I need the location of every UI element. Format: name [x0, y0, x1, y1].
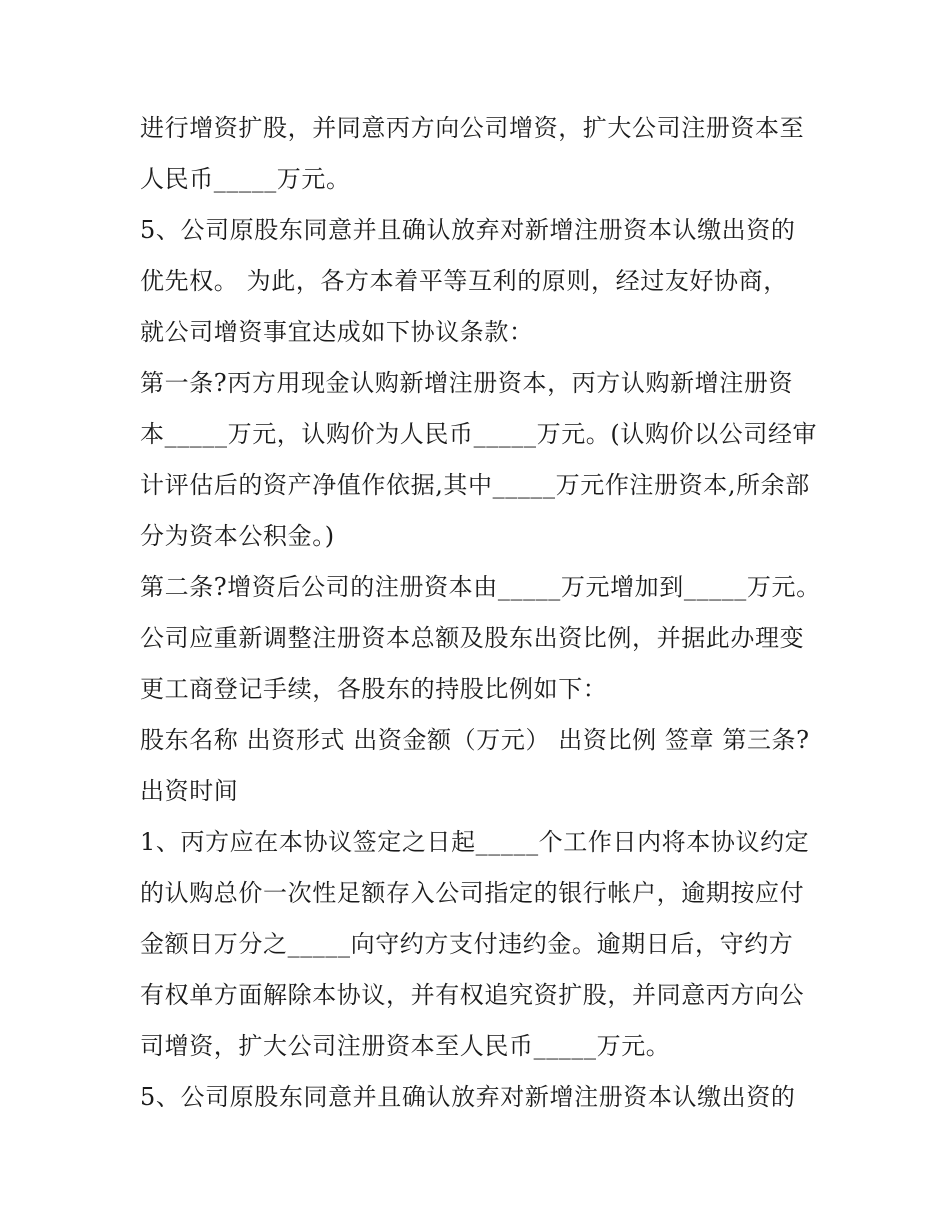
text-line: 更工商登记手续，各股东的持股比例如下：	[140, 675, 608, 703]
text-line: 1、丙方应在本协议签定之日起_____个工作日内将本协议约定	[140, 828, 810, 856]
text-line: 第二条?增资后公司的注册资本由_____万元增加到_____万元。	[140, 573, 821, 601]
text-line: 5、公司原股东同意并且确认放弃对新增注册资本认缴出资的	[140, 216, 796, 244]
text-line: 5、公司原股东同意并且确认放弃对新增注册资本认缴出资的	[140, 1083, 796, 1111]
text-line: 就公司增资事宜达成如下协议条款：	[140, 318, 534, 346]
text-line: 有权单方面解除本协议，并有权追究资扩股，并同意丙方向公	[140, 981, 805, 1009]
text-line: 出资时间	[140, 777, 239, 805]
text-line: 金额日万分之_____向守约方支付违约金。逾期日后，守约方	[140, 930, 794, 958]
document-body	[140, 103, 830, 1123]
text-line: 进行增资扩股，并同意丙方向公司增资，扩大公司注册资本至	[140, 114, 805, 142]
text-line: 第一条?丙方用现金认购新增注册资本，丙方认购新增注册资	[140, 369, 794, 397]
text-line: 司增资，扩大公司注册资本至人民币_____万元。	[140, 1032, 671, 1060]
text-line: 人民币_____万元。	[140, 165, 351, 193]
text-line: 的认购总价一次性足额存入公司指定的银行帐户，逾期按应付	[140, 879, 805, 907]
text-line: 公司应重新调整注册资本总额及股东出资比例，并据此办理变	[140, 624, 805, 652]
text-line: 优先权。 为此，各方本着平等互利的原则，经过友好协商，	[140, 267, 788, 295]
text-line: 计评估后的资产净值作依据,其中_____万元作注册资本,所余部	[140, 471, 810, 499]
text-line: 本_____万元，认购价为人民币_____万元。(认购价以公司经审	[140, 420, 818, 448]
text-line: 股东名称 出资形式 出资金额（万元） 出资比例 签章 第三条?	[140, 726, 810, 754]
text-line: 分为资本公积金。)	[140, 522, 335, 550]
